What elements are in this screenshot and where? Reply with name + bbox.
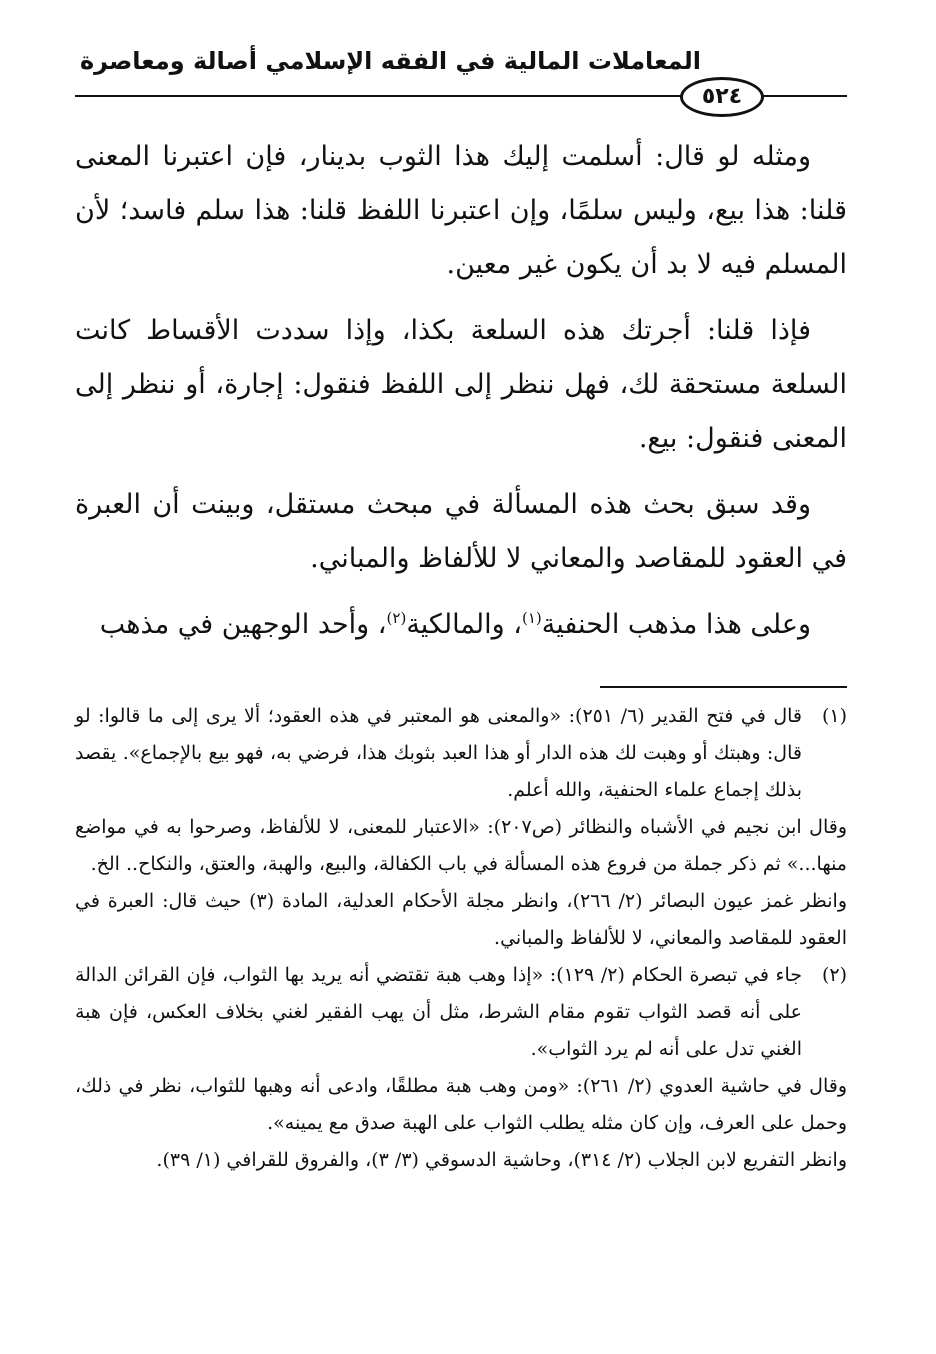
footnote-1-continuation: وقال ابن نجيم في الأشباه والنظائر (ص٢٠٧): «الاعتبار للمعنى، لا للألفاظ، وصرحوا به في مواضع منها...» ثم ذكر جملة من فروع هذه المسألة في باب الكفالة، والبيع، والهبة، والعتق، والنكاح.. الخ. [75, 816, 847, 875]
footnote-2-continuation: وقال في حاشية العدوي (٢/ ٢٦١): «ومن وهب هبة مطلقًا، وادعى أنه وهبها للثواب، نظر في ذلك، وحمل على العرف، وإن كان مثله يطلب الثواب على الهبة صدق مع يمينه». [75, 1075, 847, 1134]
footnote-2 [75, 957, 847, 1068]
body-paragraph-continued [75, 598, 847, 652]
footnote-1-continuation: وانظر غمز عيون البصائر (٢/ ٢٦٦)، وانظر مجلة الأحكام العدلية، المادة (٣) حيث قال: العبرة في العقود للمقاصد والمعاني، لا للألفاظ والمباني. [75, 890, 847, 949]
footnote-reference-2: (٢) [386, 609, 407, 627]
page-number: ٥٢٤ [680, 77, 764, 117]
footnote-text: جاء في تبصرة الحكام (٢/ ١٢٩): «إذا وهب هبة تقتضي أنه يريد بها الثواب، فإن القرائن الدالة على أنه قصد الثواب تقوم مقام الشرط، مثل أن يهب الفقير لغني بخلاف العكس، فإن هبة الغني تدل على أنه لم يرد الثواب». [75, 964, 802, 1060]
footnote-separator [600, 686, 847, 688]
body-paragraph: فإذا قلنا: أجرتك هذه السلعة بكذا، وإذا سددت الأقساط كانت السلعة مستحقة لك، فهل ننظر إلى اللفظ فنقول: إجارة، أو ننظر إلى المعنى فنقول: بيع. [75, 315, 847, 454]
footnotes [75, 698, 847, 1179]
footnote-reference-1: (١) [521, 609, 542, 627]
body-paragraph: وقد سبق بحث هذه المسألة في مبحث مستقل، وبينت أن العبرة في العقود للمقاصد والمعاني لا للألفاظ والمباني. [75, 489, 847, 574]
footnote-text: قال في فتح القدير (٦/ ٢٥١): «والمعنى هو المعتبر في هذه العقود؛ ألا يرى إلى ما قالوا: لو قال: وهبتك أو وهبت لك هذه الدار أو هذا العبد بثوبك هذا، فرضي به، فهو بيع بالإجماع». يقصد بذلك إجماع علماء الحنفية، والله أعلم. [75, 705, 803, 801]
footnote-marker: (١) [821, 705, 847, 727]
body-text: ، والمالكية [406, 609, 522, 640]
main-text [75, 130, 847, 652]
body-paragraph: ومثله لو قال: أسلمت إليك هذا الثوب بدينار، فإن اعتبرنا المعنى قلنا: هذا بيع، وليس سلمًا، وإن اعتبرنا اللفظ قلنا: هذا سلم فاسد؛ لأن المسلم فيه لا بد أن يكون غير معين. [75, 141, 847, 280]
footnote-marker: (٢) [821, 964, 847, 986]
footnote-2-continuation: وانظر التفريع لابن الجلاب (٢/ ٣١٤)، وحاشية الدسوقي (٣/ ٣)، والفروق للقرافي (١/ ٣٩). [156, 1149, 847, 1171]
body-text: ، وأحد الوجهين في مذهب [99, 609, 387, 640]
footnote-1 [75, 698, 847, 809]
body-text: وعلى هذا مذهب الحنفية [541, 609, 811, 640]
running-header-title: المعاملات المالية في الفقه الإسلامي أصالة ومعاصرة [80, 47, 701, 75]
